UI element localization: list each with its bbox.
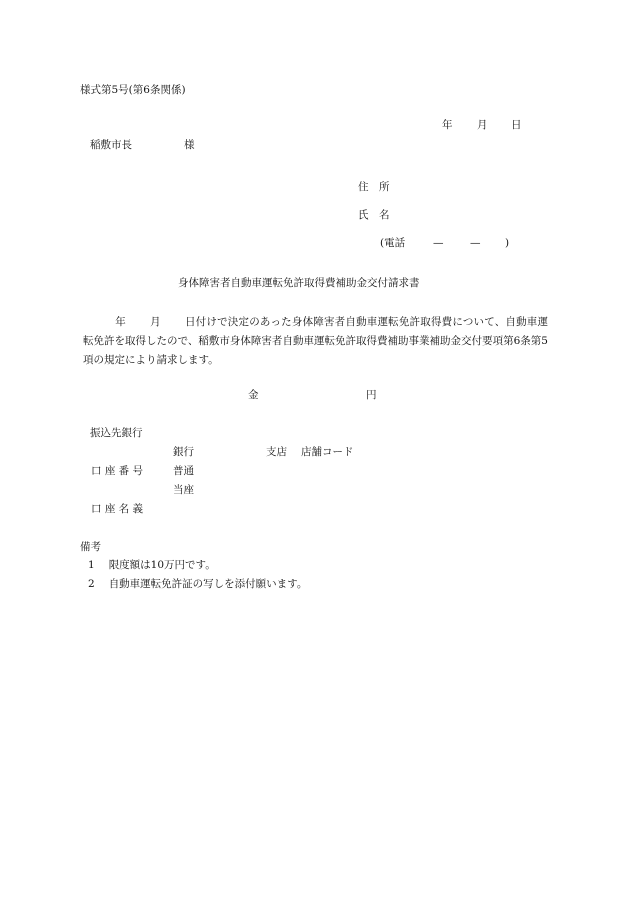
form-number: 様式第5号(第6条関係) bbox=[80, 84, 186, 96]
body-text: 日付けで決定のあった身体障害者自動車運転免許取得費について、自動車運転免許を取得したので、稲敷市身体障害者自動車運転免許取得費補助事業補助金交付要項第6条第5項の規定により請求します。 bbox=[83, 316, 549, 366]
branch-label: 支店 bbox=[266, 446, 287, 458]
date-day-label: 日 bbox=[511, 119, 522, 131]
bank-heading: 振込先銀行 bbox=[90, 427, 143, 439]
phone-label: (電話 bbox=[380, 237, 406, 249]
checking-label: 当座 bbox=[173, 484, 194, 496]
phone-dash-2: — bbox=[470, 237, 481, 249]
body-year-label: 年 bbox=[115, 316, 126, 328]
notes-heading: 備考 bbox=[80, 541, 101, 553]
bank-label: 銀行 bbox=[173, 446, 194, 458]
date-year-label: 年 bbox=[442, 119, 453, 131]
address-label: 住 所 bbox=[358, 181, 390, 193]
amount-suffix: 円 bbox=[366, 389, 377, 401]
body-month-label: 月 bbox=[149, 316, 161, 328]
addressee-name: 稲敷市長 bbox=[90, 139, 132, 151]
note-number: 2 bbox=[88, 578, 95, 590]
date-month-label: 月 bbox=[477, 119, 488, 131]
note-text: 自動車運転免許証の写しを添付願います。 bbox=[108, 578, 308, 590]
account-name-label: 口 座 名 義 bbox=[91, 503, 144, 515]
request-paragraph bbox=[83, 313, 548, 370]
savings-label: 普通 bbox=[173, 465, 194, 477]
amount-prefix: 金 bbox=[248, 389, 259, 401]
note-item bbox=[88, 577, 307, 591]
note-text: 限度額は10万円です。 bbox=[108, 559, 216, 571]
phone-dash-1: — bbox=[433, 237, 444, 249]
note-item bbox=[88, 558, 216, 572]
addressee-honorific: 様 bbox=[184, 139, 195, 151]
branch-code-label: 店舗コード bbox=[301, 446, 354, 458]
document-title: 身体障害者自動車運転免許取得費補助金交付請求書 bbox=[178, 277, 420, 289]
name-label: 氏 名 bbox=[358, 209, 390, 221]
phone-close: ) bbox=[505, 237, 510, 249]
account-number-label: 口 座 番 号 bbox=[91, 465, 144, 477]
note-number: 1 bbox=[88, 559, 95, 571]
